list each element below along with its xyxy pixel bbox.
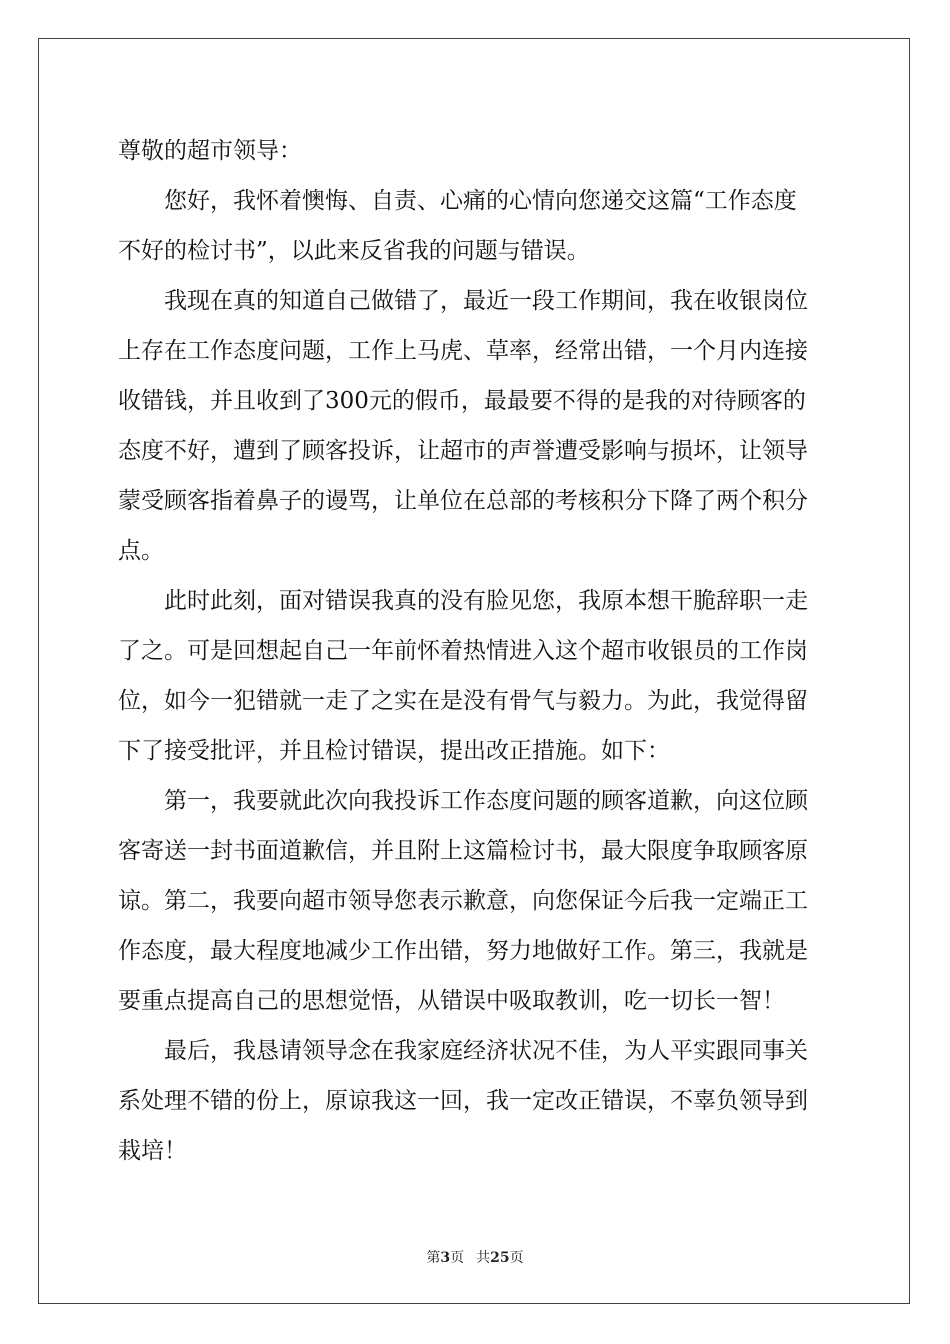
salutation: 尊敬的超市领导： xyxy=(118,138,302,164)
paragraph-line: 客寄送一封书面道歉信，并且附上这篇检讨书，最大限度争取顾客原 xyxy=(118,838,808,864)
paragraph-line: 谅。第二，我要向超市领导您表示歉意，向您保证今后我一定端正工 xyxy=(118,888,808,914)
paragraph-line: 要重点提高自己的思想觉悟，从错误中吸取教训，吃一切长一智！ xyxy=(118,988,785,1014)
paragraph-line: 蒙受顾客指着鼻子的谩骂，让单位在总部的考核积分下降了两个积分 xyxy=(118,488,808,514)
paragraph-line: 最后，我恳请领导念在我家庭经济状况不佳，为人平实跟同事关 xyxy=(164,1038,808,1064)
current-page-number: 3 xyxy=(440,1250,451,1266)
paragraph-line: 上存在工作态度问题，工作上马虎、草率，经常出错，一个月内连接 xyxy=(118,338,808,364)
paragraph-line: 了之。可是回想起自己一年前怀着热情进入这个超市收银员的工作岗 xyxy=(118,638,808,664)
paragraph-line: 系处理不错的份上，原谅我这一回，我一定改正错误，不辜负领导到 xyxy=(118,1088,808,1114)
total-prefix: 共 xyxy=(476,1250,491,1266)
total-suffix: 页 xyxy=(509,1250,524,1266)
paragraph-line: 第一，我要就此次向我投诉工作态度问题的顾客道歉，向这位顾 xyxy=(164,788,808,814)
paragraph-line: 此时此刻，面对错误我真的没有脸见您，我原本想干脆辞职一走 xyxy=(164,588,808,614)
paragraph-line: 您好，我怀着懊悔、自责、心痛的心情向您递交这篇“工作态度 xyxy=(164,188,797,214)
paragraph-line: 位，如今一犯错就一走了之实在是没有骨气与毅力。为此，我觉得留 xyxy=(118,688,808,714)
paragraph-line: 收错钱，并且收到了300元的假币，最最要不得的是我的对待顾客的 xyxy=(118,388,806,414)
paragraph-line: 点。 xyxy=(118,538,164,564)
paragraph-line: 态度不好，遭到了顾客投诉，让超市的声誉遭受影响与损坏，让领导 xyxy=(118,438,808,464)
page-prefix: 第 xyxy=(426,1250,441,1266)
paragraph-line: 下了接受批评，并且检讨错误，提出改正措施。如下： xyxy=(118,738,670,764)
paragraph-line: 作态度，最大程度地减少工作出错，努力地做好工作。第三，我就是 xyxy=(118,938,808,964)
document-body xyxy=(118,126,836,1176)
page-suffix: 页 xyxy=(450,1250,465,1266)
paragraph-line: 不好的检讨书”，以此来反省我的问题与错误。 xyxy=(118,238,590,264)
paragraph-line: 我现在真的知道自己做错了，最近一段工作期间，我在收银岗位 xyxy=(164,288,808,314)
paragraph-line: 栽培！ xyxy=(118,1138,187,1164)
page-footer xyxy=(0,1247,950,1267)
total-page-number: 25 xyxy=(490,1250,510,1266)
